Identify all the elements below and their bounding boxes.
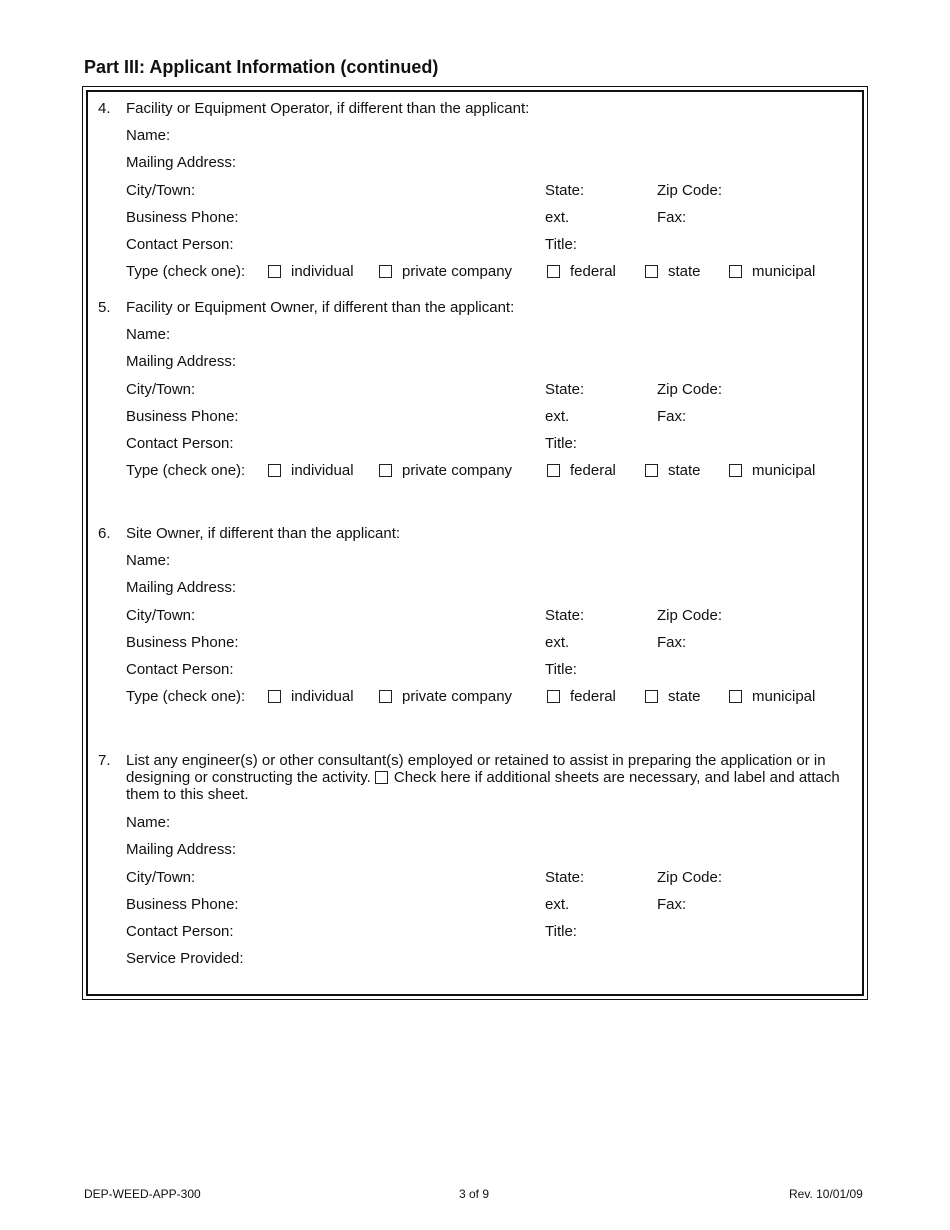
checkbox-individual[interactable] [268,462,354,479]
checkbox-square[interactable] [379,690,392,703]
checkbox-square[interactable] [547,265,560,278]
checkbox-label: individual [291,263,354,280]
zip-label: Zip Code: [657,182,723,199]
city-label: City/Town: [126,869,196,886]
section-number: 5. [98,299,111,316]
service-provided-label: Service Provided: [126,950,244,967]
section-title: Site Owner, if different than the applicant: [126,525,401,542]
state-label: State: [545,381,585,398]
checkbox-label: federal [570,462,616,479]
checkbox-square[interactable] [729,265,742,278]
checkbox-state[interactable] [645,263,701,280]
business-phone-label: Business Phone: [126,896,239,913]
mailing-address-label: Mailing Address: [126,353,237,370]
name-label: Name: [126,127,171,144]
checkbox-label: private company [402,688,513,705]
checkbox-private-company[interactable] [379,688,512,705]
checkbox-label: private company [402,462,513,479]
mailing-address-label: Mailing Address: [126,154,237,171]
checkbox-municipal[interactable] [729,462,815,479]
business-phone-label: Business Phone: [126,209,239,226]
checkbox-label: private company [402,263,513,280]
form-id: DEP-WEED-APP-300 [84,1187,201,1201]
ext-label: ext. [545,209,570,226]
title-label: Title: [545,923,577,940]
city-label: City/Town: [126,381,196,398]
form-frame [82,86,868,1000]
checkbox-label: individual [291,688,354,705]
business-phone-label: Business Phone: [126,408,239,425]
fax-label: Fax: [657,209,687,226]
checkbox-label: state [668,462,701,479]
zip-label: Zip Code: [657,381,723,398]
contact-person-label: Contact Person: [126,661,234,678]
section-number: 4. [98,100,111,117]
checkbox-individual[interactable] [268,263,354,280]
title-label: Title: [545,661,577,678]
checkbox-square[interactable] [645,690,658,703]
type-label: Type (check one): [126,688,246,705]
section-title: Facility or Equipment Owner, if different than the applicant: [126,299,515,316]
checkbox-label: municipal [752,688,816,705]
fax-label: Fax: [657,896,687,913]
type-label: Type (check one): [126,462,246,479]
checkbox-square[interactable] [547,690,560,703]
consultant-instructions [126,752,856,803]
title-label: Title: [545,236,577,253]
checkbox-state[interactable] [645,462,701,479]
checkbox-individual[interactable] [268,688,354,705]
checkbox-square[interactable] [645,464,658,477]
section-title: Facility or Equipment Operator, if different than the applicant: [126,100,530,117]
name-label: Name: [126,326,171,343]
checkbox-label: state [668,263,701,280]
city-label: City/Town: [126,607,196,624]
checkbox-label: municipal [752,462,816,479]
checkbox-label: federal [570,688,616,705]
instructions-text-continued: Check here if additional sheets are necessary, and label and attach them to this sheet. [126,769,840,803]
revision-date: Rev. 10/01/09 [789,1187,863,1201]
checkbox-square[interactable] [268,690,281,703]
state-label: State: [545,869,585,886]
state-label: State: [545,607,585,624]
ext-label: ext. [545,896,570,913]
business-phone-label: Business Phone: [126,634,239,651]
ext-label: ext. [545,634,570,651]
checkbox-state[interactable] [645,688,701,705]
checkbox-label: individual [291,462,354,479]
checkbox-square[interactable] [268,265,281,278]
type-label: Type (check one): [126,263,246,280]
mailing-address-label: Mailing Address: [126,841,237,858]
section-number: 6. [98,525,111,542]
checkbox-label: municipal [752,263,816,280]
checkbox-federal[interactable] [547,688,616,705]
checkbox-square[interactable] [379,464,392,477]
checkbox-municipal[interactable] [729,688,815,705]
instructions-text: List any engineer(s) or other consultant(s) employed or retained to assist in preparing the application or in designing or constructing the activity. [126,752,826,786]
page-number: 3 of 9 [459,1187,490,1201]
checkbox-square[interactable] [729,464,742,477]
checkbox-square[interactable] [268,464,281,477]
fax-label: Fax: [657,408,687,425]
checkbox-label: federal [570,263,616,280]
mailing-address-label: Mailing Address: [126,579,237,596]
page-title: Part III: Applicant Information (continued) [84,57,439,77]
name-label: Name: [126,814,171,831]
title-label: Title: [545,435,577,452]
checkbox-private-company[interactable] [379,462,512,479]
checkbox-square[interactable] [379,265,392,278]
additional-sheets-checkbox[interactable] [375,771,388,784]
section-number: 7. [98,752,111,769]
zip-label: Zip Code: [657,607,723,624]
contact-person-label: Contact Person: [126,923,234,940]
ext-label: ext. [545,408,570,425]
checkbox-square[interactable] [547,464,560,477]
checkbox-federal[interactable] [547,462,616,479]
zip-label: Zip Code: [657,869,723,886]
checkbox-municipal[interactable] [729,263,815,280]
name-label: Name: [126,552,171,569]
fax-label: Fax: [657,634,687,651]
checkbox-square[interactable] [729,690,742,703]
checkbox-label: state [668,688,701,705]
checkbox-private-company[interactable] [379,263,512,280]
checkbox-square[interactable] [645,265,658,278]
state-label: State: [545,182,585,199]
contact-person-label: Contact Person: [126,435,234,452]
checkbox-federal[interactable] [547,263,616,280]
city-label: City/Town: [126,182,196,199]
contact-person-label: Contact Person: [126,236,234,253]
